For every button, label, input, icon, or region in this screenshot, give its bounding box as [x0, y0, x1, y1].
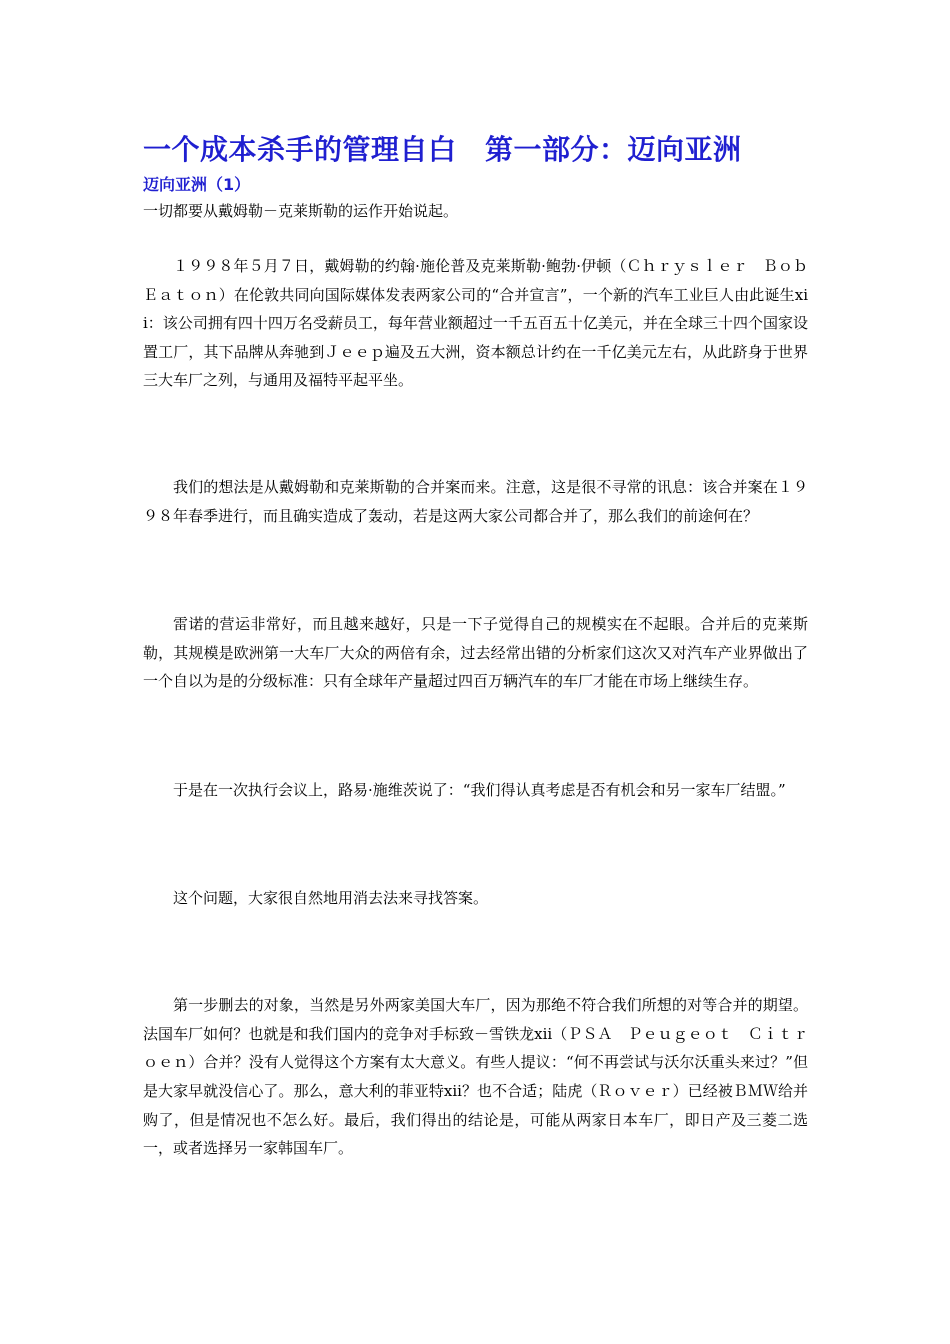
- body-paragraph-6: 第一步删去的对象，当然是另外两家美国大车厂，因为那绝不符合我们所想的对等合并的期望。法国车厂如何？也就是和我们国内的竞争对手标致－雪铁龙xii（ＰＳＡ Ｐｅｕｇｅｏｔ Ｃｉｔｒｏｅｎ）合并？没有人觉得这个方案有太大意义。有些人提议：“何不再尝试与沃尔沃重头来过？”但是大家早就没信心了。那么，意大利的菲亚特xii？也不合适；陆虎（Ｒｏｖｅｒ）已经被ＢＭＷ给并购了，但是情况也不怎么好。最后，我们得出的结论是，可能从两家日本车厂，即日产及三菱二选一，或者选择另一家韩国车厂。: [143, 996, 808, 1158]
- body-paragraph-5: 这个问题，大家很自然地用消去法来寻找答案。: [173, 888, 489, 907]
- body-paragraph-1: １９９８年５月７日，戴姆勒的约翰·施伦普及克莱斯勒·鲍勃·伊顿（Ｃｈｒｙｓｌｅｒ Ｂｏｂ Ｅａｔｏｎ）在伦敦共同向国际媒体发表两家公司的“合并宣言”，一个新的汽车工业巨人由此诞生xii：该公司拥有四十四万名受薪员工，每年营业额超过一千五百五十亿美元，并在全球三十四个国家设置工厂，其下品牌从奔驰到Ｊｅｅｐ遍及五大洲，资本额总计约在一千亿美元左右，从此跻身于世界三大车厂之列，与通用及福特平起平坐。: [143, 257, 824, 390]
- document-page: [143, 128, 824, 1163]
- lead-paragraph: 一切都要从戴姆勒－克莱斯勒的运作开始说起。: [143, 202, 459, 220]
- body-paragraph-3: 雷诺的营运非常好，而且越来越好，只是一下子觉得自己的规模实在不起眼。合并后的克莱斯勒，其规模是欧洲第一大车厂大众的两倍有余，过去经常出错的分析家们这次又对汽车产业界做出了一个自以为是的分级标准：只有全球年产量超过四百万辆汽车的车厂才能在市场上继续生存。: [143, 615, 808, 691]
- document-title: 一个成本杀手的管理自白 第一部分：迈向亚洲: [143, 133, 742, 166]
- body-paragraph-2: 我们的想法是从戴姆勒和克莱斯勒的合并案而来。注意，这是很不寻常的讯息：该合并案在１９９８年春季进行，而且确实造成了轰动，若是这两大家公司都合并了，那么我们的前途何在？: [143, 477, 808, 525]
- body-paragraph-4: 于是在一次执行会议上，路易·施维茨说了：“我们得认真考虑是否有机会和另一家车厂结盟。”: [173, 780, 786, 799]
- section-subtitle: 迈向亚洲（1）: [143, 175, 251, 194]
